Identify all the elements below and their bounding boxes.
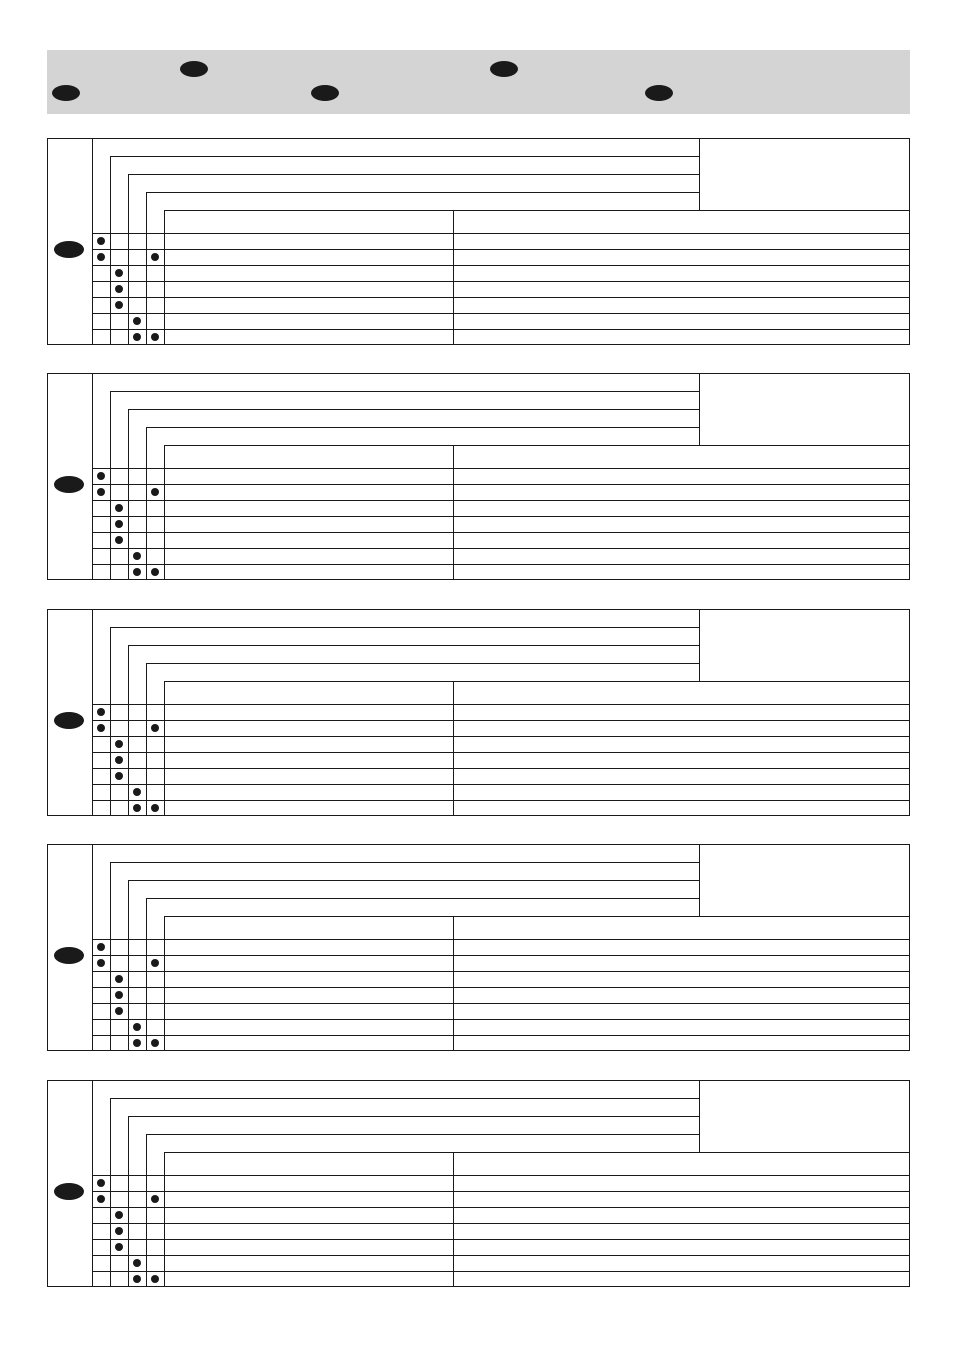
legend-oval-4: [311, 85, 339, 101]
table-panel-5: [47, 1080, 910, 1287]
row-dot: [97, 237, 105, 245]
row-dot: [133, 317, 141, 325]
panel-label-oval: [54, 476, 84, 493]
row-dot: [97, 1179, 105, 1187]
legend-oval-2: [490, 61, 518, 77]
row-dot: [115, 1007, 123, 1015]
table-grid: [47, 844, 910, 1051]
table-grid: [47, 609, 910, 816]
panel-label-oval: [54, 241, 84, 258]
row-dot: [151, 333, 159, 341]
legend-oval-3: [52, 85, 80, 101]
row-dot: [97, 253, 105, 261]
row-dot: [115, 520, 123, 528]
row-dot: [151, 1039, 159, 1047]
row-dot: [97, 943, 105, 951]
row-dot: [133, 804, 141, 812]
row-dot: [115, 301, 123, 309]
row-dot: [133, 1259, 141, 1267]
row-dot: [115, 1211, 123, 1219]
row-dot: [115, 756, 123, 764]
row-dot: [133, 552, 141, 560]
row-dot: [97, 472, 105, 480]
row-dot: [115, 1243, 123, 1251]
row-dot: [115, 772, 123, 780]
table-panel-4: [47, 844, 910, 1051]
row-dot: [151, 1275, 159, 1283]
row-dot: [151, 488, 159, 496]
table-grid: [47, 1080, 910, 1287]
table-panel-1: [47, 138, 910, 345]
row-dot: [151, 724, 159, 732]
row-dot: [133, 568, 141, 576]
row-dot: [115, 1227, 123, 1235]
row-dot: [133, 1275, 141, 1283]
row-dot: [97, 488, 105, 496]
row-dot: [133, 788, 141, 796]
row-dot: [151, 253, 159, 261]
row-dot: [151, 804, 159, 812]
row-dot: [133, 1023, 141, 1031]
table-grid: [47, 373, 910, 580]
row-dot: [115, 536, 123, 544]
table-grid: [47, 138, 910, 345]
row-dot: [115, 740, 123, 748]
row-dot: [151, 568, 159, 576]
row-dot: [97, 724, 105, 732]
row-dot: [97, 959, 105, 967]
legend-oval-1: [180, 61, 208, 77]
row-dot: [151, 959, 159, 967]
panel-label-oval: [54, 947, 84, 964]
row-dot: [115, 991, 123, 999]
legend-bar: [47, 50, 910, 114]
row-dot: [115, 285, 123, 293]
row-dot: [97, 1195, 105, 1203]
row-dot: [133, 333, 141, 341]
row-dot: [115, 975, 123, 983]
table-panel-3: [47, 609, 910, 816]
row-dot: [115, 504, 123, 512]
row-dot: [115, 269, 123, 277]
legend-oval-5: [645, 85, 673, 101]
table-panel-2: [47, 373, 910, 580]
panel-label-oval: [54, 712, 84, 729]
row-dot: [151, 1195, 159, 1203]
row-dot: [133, 1039, 141, 1047]
panel-label-oval: [54, 1183, 84, 1200]
row-dot: [97, 708, 105, 716]
